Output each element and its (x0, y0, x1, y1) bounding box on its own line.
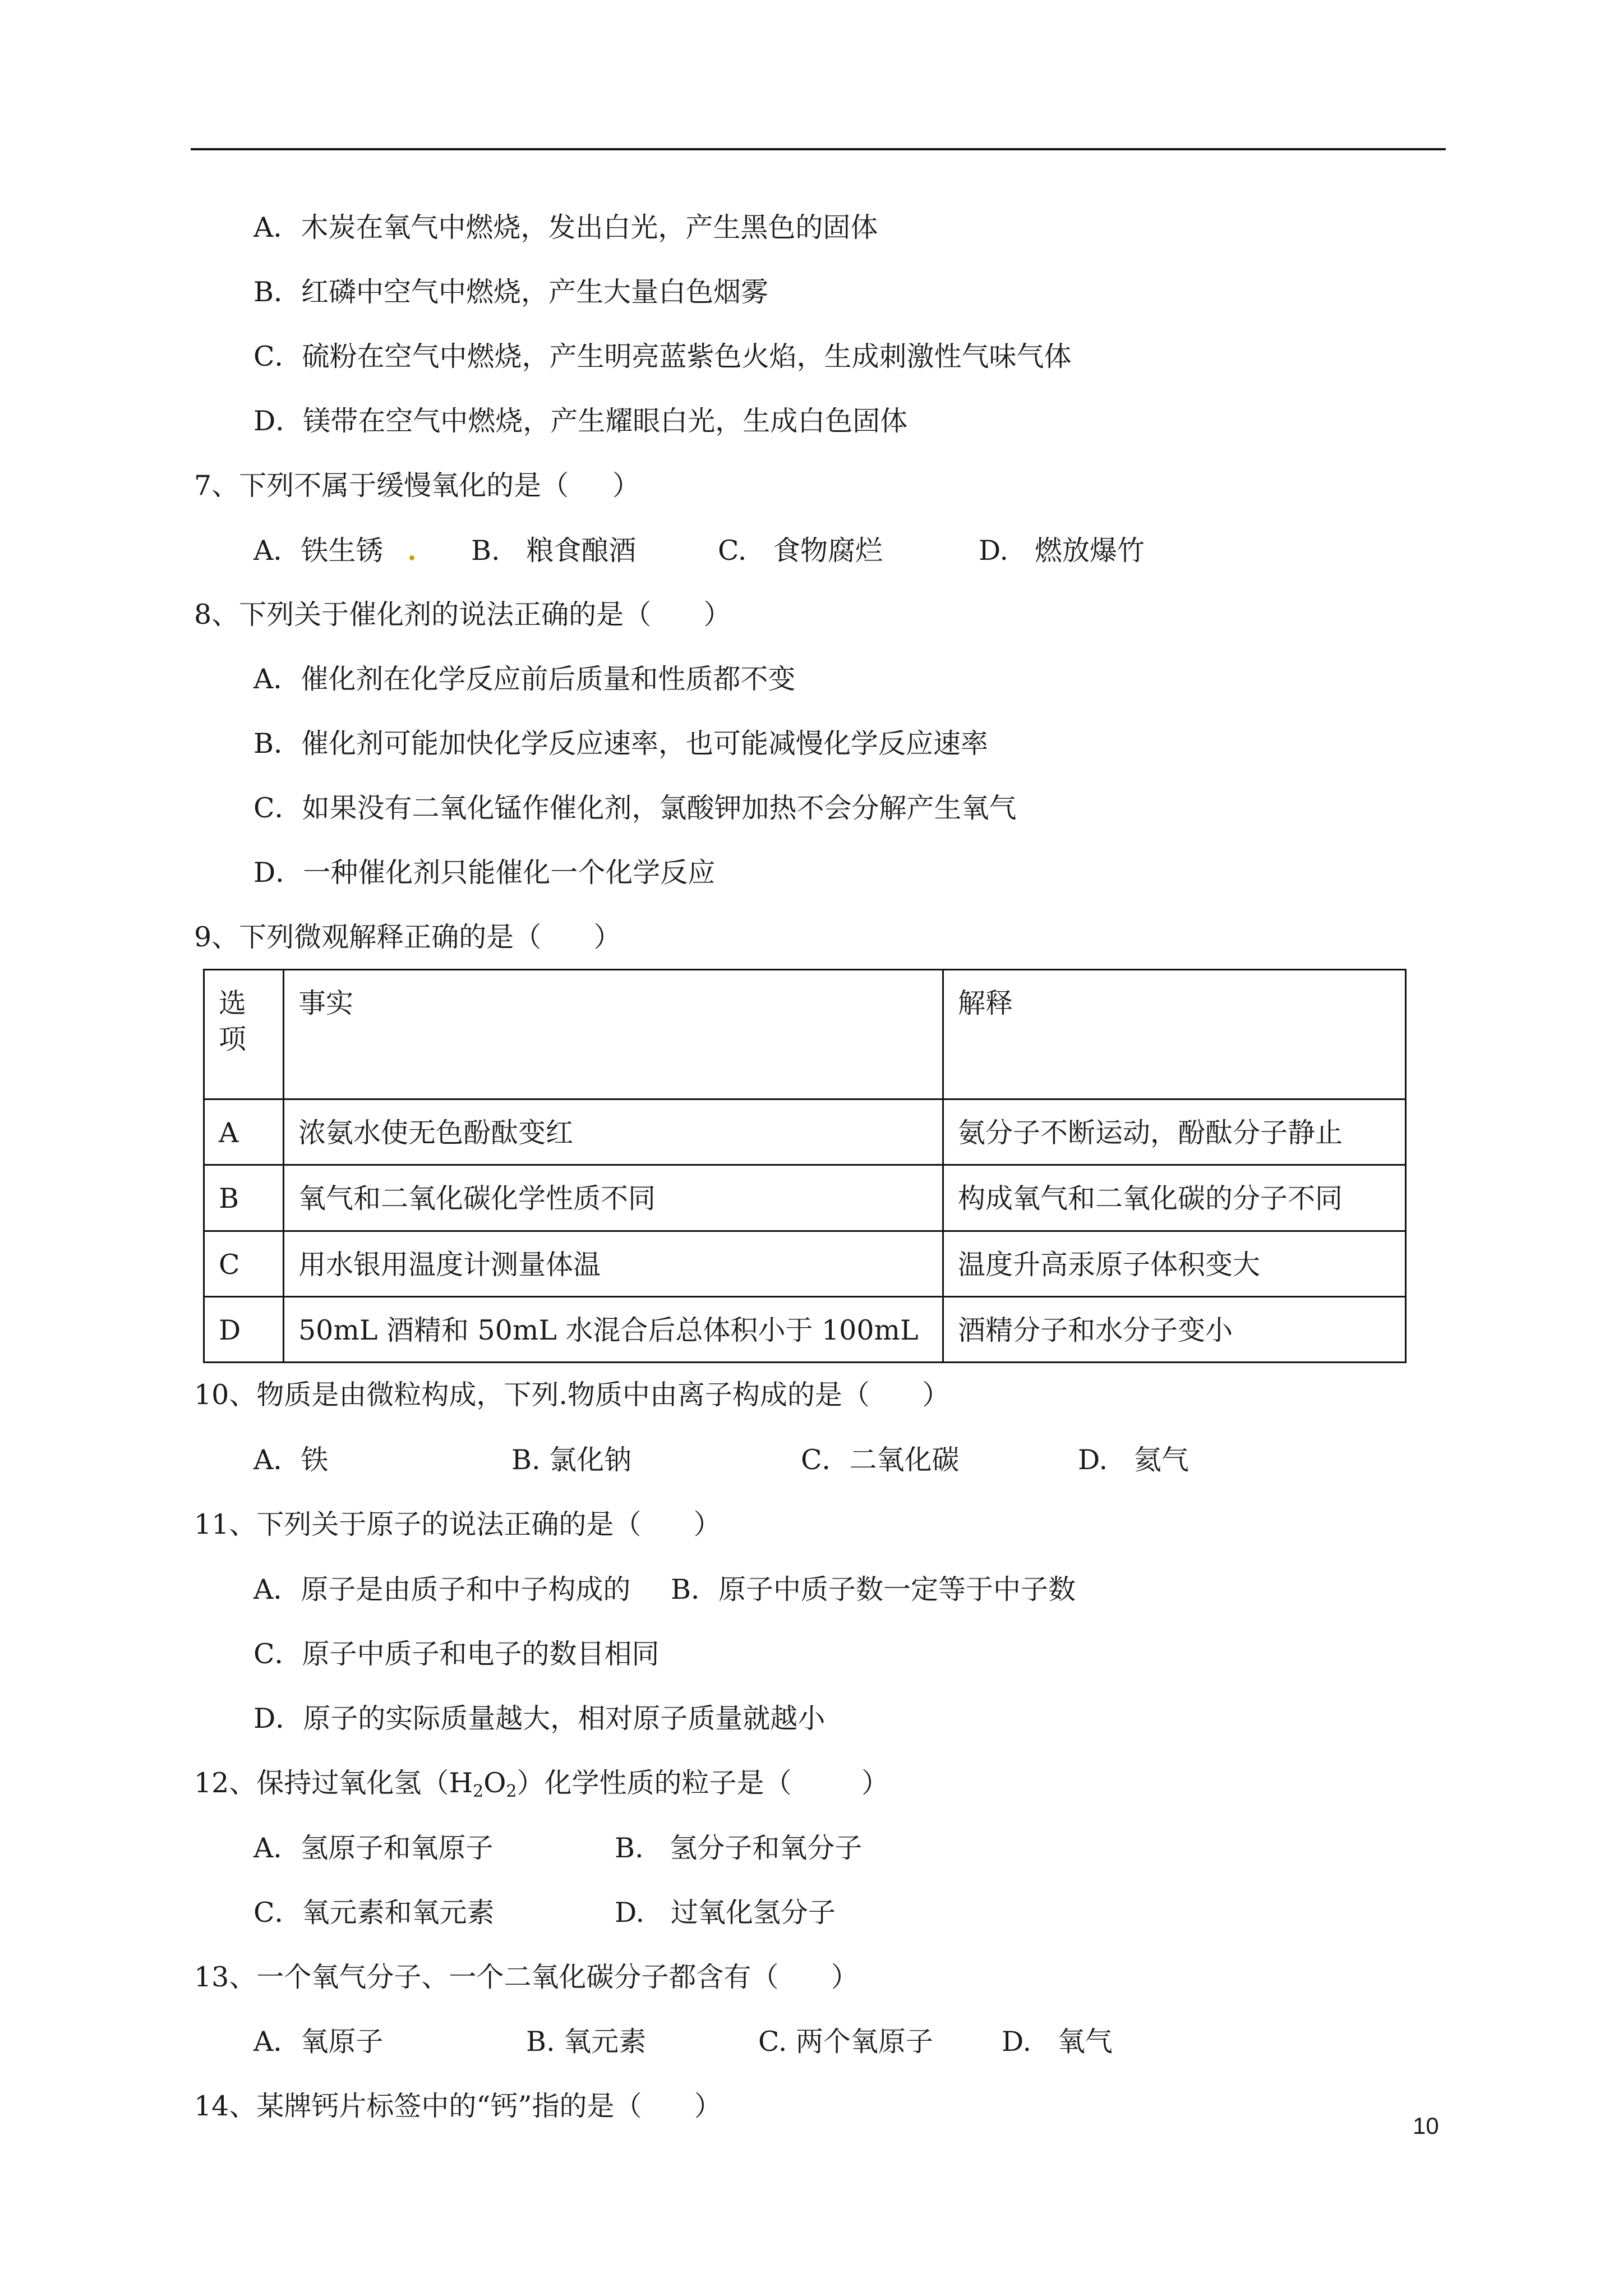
q12-option-b: B. 氢分子和氧分子 (615, 1832, 863, 1864)
q9-row-b-fact: 氧气和二氧化碳化学性质不同 (298, 1182, 656, 1214)
q12-option-d: D. 过氧化氢分子 (615, 1897, 836, 1929)
q9-header-fact: 事实 (298, 987, 354, 1019)
q13-option-a: A．氧原子 (253, 2026, 384, 2058)
q9-row-d-explanation: 酒精分子和水分子变小 (958, 1314, 1233, 1346)
q11-option-a: A．原子是由质子和中子构成的 (253, 1573, 631, 1605)
q10-option-c: C．二氧化碳 (801, 1444, 960, 1476)
stray-mark-dot (409, 555, 414, 560)
q10-option-b: B. 氯化钠 (511, 1444, 632, 1476)
q9-row-d-option: D (219, 1314, 241, 1346)
q8-option-b: B．催化剂可能加快化学反应速率，也可能减慢化学反应速率 (253, 728, 989, 760)
q9-row-b-option: B (219, 1182, 239, 1214)
q10-option-a: A．铁 (253, 1444, 329, 1476)
q8-stem: 8、下列关于催化剂的说法正确的是（ ） (194, 599, 731, 631)
q12-stem: 12、保持过氧化氢$(H_2O_2)$化学性质的粒子是（ ） (194, 1767, 889, 1801)
q9-row-c-fact: 用水银用温度计测量体温 (298, 1249, 601, 1281)
q12-option-c: C．氧元素和氧元素 (253, 1897, 495, 1929)
q9-row-a-fact: 浓氨水使无色酚酞变红 (298, 1117, 574, 1149)
header-rule (191, 148, 1446, 150)
q9-header-option: 选 项 (219, 987, 247, 1055)
q7-option-d: D. 燃放爆竹 (979, 535, 1145, 567)
q13-option-c: C. 两个氧原子 (758, 2026, 933, 2058)
q11-stem: 11、下列关于原子的说法正确的是（ ） (194, 1508, 721, 1540)
q11-option-c: C．原子中质子和电子的数目相同 (253, 1638, 660, 1670)
q9-header-explanation: 解释 (958, 987, 1013, 1019)
q9-row-c-option: C (219, 1249, 240, 1281)
q9-row-a-explanation: 氨分子不断运动，酚酞分子静止 (958, 1117, 1343, 1149)
q9-stem: 9、下列微观解释正确的是（ ） (194, 921, 621, 953)
q9-row-d-fact: 50mL 酒精和 50mL 水混合后总体积小于 100mL (298, 1314, 919, 1346)
q10-stem: 10、物质是由微粒构成，下列.物质中由离子构成的是（ ） (194, 1379, 950, 1411)
q8-option-a: A．催化剂在化学反应前后质量和性质都不变 (253, 663, 796, 695)
q6-option-a: A．木炭在氧气中燃烧，发出白光，产生黑色的固体 (253, 211, 878, 243)
q13-option-b: B. 氧元素 (526, 2026, 647, 2058)
q13-option-d: D. 氧气 (1002, 2026, 1113, 2058)
q12-option-a: A．氢原子和氧原子 (253, 1832, 494, 1864)
q8-option-d: D．一种催化剂只能催化一个化学反应 (253, 857, 716, 889)
q6-option-d: D．镁带在空气中燃烧，产生耀眼白光，生成白色固体 (253, 405, 908, 437)
q7-stem: 7、下列不属于缓慢氧化的是（ ） (194, 470, 640, 501)
q6-option-c: C．硫粉在空气中燃烧，产生明亮蓝紫色火焰，生成刺激性气味气体 (253, 341, 1072, 372)
q8-option-c: C．如果没有二氧化锰作催化剂，氯酸钾加热不会分解产生氧气 (253, 792, 1017, 824)
q14-stem: 14、某牌钙片标签中的“钙”指的是（ ） (194, 2090, 722, 2122)
q6-option-b: B．红磷中空气中燃烧，产生大量白色烟雾 (253, 276, 769, 308)
q7-option-b: B. 粮食酿酒 (471, 535, 637, 567)
q10-option-d: D. 氦气 (1078, 1444, 1189, 1476)
q11-option-d: D．原子的实际质量越大，相对原子质量就越小 (253, 1703, 826, 1734)
q7-option-c: C. 食物腐烂 (718, 535, 883, 567)
q9-row-c-explanation: 温度升高汞原子体积变大 (958, 1249, 1261, 1281)
page-number: 10 (1413, 2113, 1439, 2139)
q11-option-b: B．原子中质子数一定等于中子数 (671, 1573, 1076, 1605)
q9-row-b-explanation: 构成氧气和二氧化碳的分子不同 (958, 1182, 1343, 1214)
q13-stem: 13、一个氧气分子、一个二氧化碳分子都含有（ ） (194, 1961, 859, 1993)
q7-option-a: A．铁生锈 (253, 535, 384, 567)
q9-row-a-option: A (219, 1117, 239, 1149)
